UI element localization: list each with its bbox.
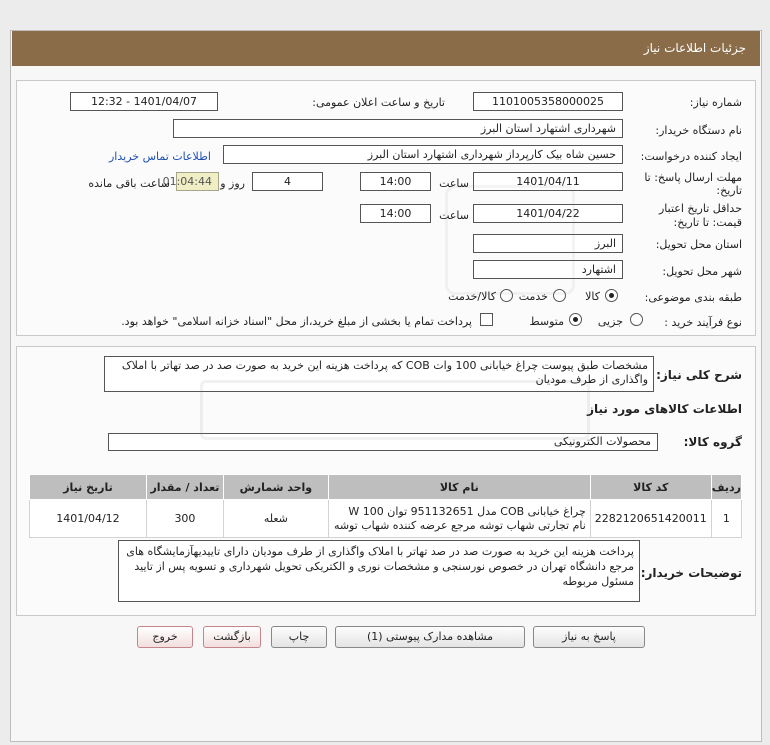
deadline-date-field[interactable]: 1401/04/11 (473, 172, 623, 191)
validity-time-label: ساعت (439, 209, 469, 222)
process-option-medium: متوسط (529, 315, 564, 328)
remaining-time-field: 01:04:44 (176, 172, 219, 191)
city-field[interactable]: اشتهارد (473, 260, 623, 279)
deadline-time-field[interactable]: 14:00 (360, 172, 431, 191)
announce-field[interactable]: 1401/04/07 - 12:32 (70, 92, 218, 111)
buyer-notes-label: توضیحات خریدار: (640, 566, 742, 580)
treasury-payment-checkbox[interactable] (480, 313, 493, 326)
print-button[interactable]: چاپ (271, 626, 327, 648)
back-button[interactable]: بازگشت (203, 626, 261, 648)
page-title: جزئیات اطلاعات نیاز (643, 41, 746, 55)
table-row[interactable] (30, 500, 742, 538)
province-label: استان محل تحویل: (655, 238, 742, 251)
process-radio-medium[interactable] (569, 313, 582, 326)
process-option-minor: جزیی (597, 315, 623, 328)
summary-label: شرح کلی نیاز: (656, 368, 742, 382)
cell-name: چراغ خیابانی COB مدل 951132651 توان W 100 نام تجارتی شهاب توشه مرجع عرضه کننده شهاب توشه (328, 500, 590, 538)
days-field[interactable]: 4 (252, 172, 323, 191)
payment-note: پرداخت تمام یا بخشی از مبلغ خرید،از محل "اسناد خزانه اسلامی" خواهد بود. (121, 315, 472, 328)
col-code: کد کالا (590, 475, 711, 500)
goods-heading: اطلاعات کالاهای مورد نیاز (587, 402, 742, 416)
col-qty: تعداد / مقدار (146, 475, 223, 500)
remaining-label: ساعت باقی مانده (88, 177, 170, 190)
goods-group-field[interactable]: محصولات الکترونیکی (108, 433, 658, 451)
requester-label: ایجاد کننده درخواست: (640, 150, 742, 163)
col-row: ردیف (711, 475, 741, 500)
process-label: نوع فرآیند خرید : (664, 316, 742, 329)
announce-label: تاریخ و ساعت اعلان عمومی: (312, 96, 445, 109)
deadline-label: مهلت ارسال پاسخ: تا (644, 171, 742, 184)
buyer-org-field[interactable]: شهرداری اشتهارد استان البرز (173, 119, 623, 138)
category-option-service: خدمت (518, 290, 548, 303)
process-radio-minor[interactable] (630, 313, 643, 326)
category-radio-goods[interactable] (605, 289, 618, 302)
category-radio-both[interactable] (500, 289, 513, 302)
need-number-label: شماره نیاز: (689, 96, 742, 109)
cell-qty: 300 (146, 500, 223, 538)
goods-group-label: گروه کالا: (683, 435, 742, 449)
category-radio-service[interactable] (553, 289, 566, 302)
attachments-button[interactable]: مشاهده مدارک پیوستی (1) (335, 626, 525, 648)
buyer-notes-text[interactable]: پرداخت هزینه این خرید به صورت صد در صد تهاتر با املاک واگذاری از طرف مودیان دارای تاییدیهآزمایشگاه های مرجع دانشگاه تهران در خصوص نورسنجی و مشخصات نوری و الکتریکی تحویل شهرداری و تسویه پس از تایید مسئول مربوطه (118, 540, 640, 602)
days-label: روز و (220, 177, 245, 190)
col-date: تاریخ نیاز (30, 475, 147, 500)
buyer-contact-link[interactable]: اطلاعات تماس خریدار (109, 150, 211, 163)
validity-label-2: قیمت: تا تاریخ: (673, 216, 742, 229)
validity-date-field[interactable]: 1401/04/22 (473, 204, 623, 223)
buyer-org-label: نام دستگاه خریدار: (655, 124, 742, 137)
category-label: طبقه بندی موضوعی: (644, 291, 742, 304)
province-field[interactable]: البرز (473, 234, 623, 253)
col-unit: واحد شمارش (223, 475, 328, 500)
cell-row: 1 (711, 500, 741, 538)
cell-date: 1401/04/12 (30, 500, 147, 538)
deadline-time-label: ساعت (439, 177, 469, 190)
deadline-label-2: تاریخ: (716, 184, 742, 197)
goods-table (29, 474, 742, 538)
validity-label: حداقل تاریخ اعتبار (658, 202, 742, 215)
category-option-goods: کالا (585, 290, 600, 303)
goods-table-header (30, 475, 742, 500)
requester-field[interactable]: حسین شاه بیک کارپرداز شهرداری اشتهارد استان البرز (223, 145, 623, 164)
city-label: شهر محل تحویل: (662, 265, 742, 278)
need-number-field[interactable]: 1101005358000025 (473, 92, 623, 111)
cell-code: 2282120651420011 (590, 500, 711, 538)
summary-text[interactable]: مشخصات طبق پیوست چراغ خیابانی 100 وات COB که پرداخت هزینه این خرید به صورت صد در صد تهاتر با املاک واگذاری از طرف مودیان (104, 356, 654, 392)
title-bar (12, 31, 760, 66)
cell-unit: شعله (223, 500, 328, 538)
col-name: نام کالا (328, 475, 590, 500)
exit-button[interactable]: خروج (137, 626, 193, 648)
validity-time-field[interactable]: 14:00 (360, 204, 431, 223)
reply-button[interactable]: پاسخ به نیاز (533, 626, 645, 648)
category-option-both: کالا/خدمت (448, 290, 496, 303)
